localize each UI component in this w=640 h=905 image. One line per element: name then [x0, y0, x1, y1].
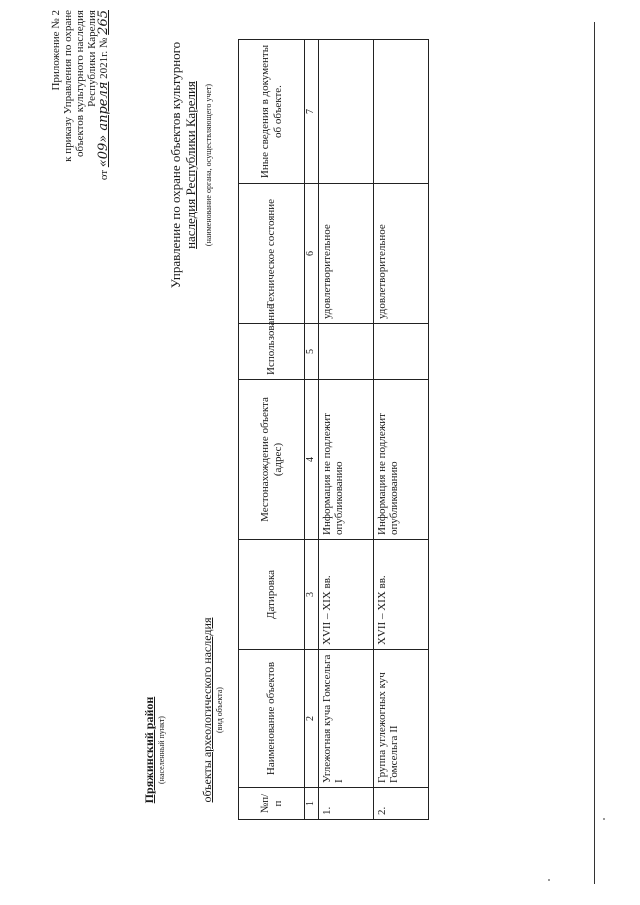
header-cell: Использование: [239, 324, 305, 380]
objects-table: [238, 39, 429, 820]
appendix-line: к приказу Управления по охране: [62, 10, 74, 162]
object-dating: XVII – XIX вв.: [319, 540, 374, 650]
header-cell: Датировка: [239, 540, 305, 650]
column-number: 1: [305, 788, 319, 820]
appendix-header: [50, 10, 110, 250]
object-other: [374, 40, 429, 184]
appendix-line: Приложение № 2: [50, 10, 62, 91]
district-block: [142, 680, 166, 820]
object-condition: удовлетворительное: [319, 184, 374, 324]
year-suffix: 2021г. №: [98, 37, 110, 79]
authority-name-line: Управление по охране объектов культурного: [168, 41, 183, 289]
appendix-date-line: [98, 10, 110, 250]
object-location: Информация не подлежит опубликованию: [374, 380, 429, 540]
handwritten-date: «09» апреля: [96, 81, 111, 168]
district-caption: (населенный пункт): [157, 716, 166, 784]
object-name: Углежогная куча Гомсельга I: [319, 650, 374, 788]
authority-caption: (наименование органа, осуществляющего учет): [204, 83, 213, 247]
appendix-line: Республики Карелия: [86, 10, 98, 107]
table-number-row: [305, 40, 319, 820]
object-name: Группа углежогных куч Гомсельга II: [374, 650, 429, 788]
appendix-line: объектов культурного наследия: [74, 10, 86, 157]
object-usage: [319, 324, 374, 380]
header-cell: Местонахождение объекта (адрес): [239, 380, 305, 540]
row-number: 2.: [374, 788, 429, 820]
column-number: 7: [305, 40, 319, 184]
authority-name-line: наследия Республики Карелия: [183, 81, 198, 249]
header-cell: Наименование объектов: [239, 650, 305, 788]
table-row: [374, 40, 429, 820]
column-number: 3: [305, 540, 319, 650]
object-usage: [374, 324, 429, 380]
handwritten-number: 265: [96, 10, 111, 35]
object-location: Информация не подлежит опубликованию: [319, 380, 374, 540]
column-number: 5: [305, 324, 319, 380]
district-name: Пряжинский район: [142, 696, 156, 804]
table-header-row: [239, 40, 305, 820]
object-dating: XVII – XIX вв.: [374, 540, 429, 650]
header-cell: №п/п: [239, 788, 305, 820]
row-number: 1.: [319, 788, 374, 820]
object-other: [319, 40, 374, 184]
column-number: 2: [305, 650, 319, 788]
column-number: 6: [305, 184, 319, 324]
column-number: 4: [305, 380, 319, 540]
object-type-caption: (вид объекта): [215, 687, 224, 733]
object-condition: удовлетворительное: [374, 184, 429, 324]
header-cell: Техническое состояние: [239, 184, 305, 324]
table-row: [319, 40, 374, 820]
object-type-name: объекты археологического наследия: [200, 617, 214, 803]
object-type-block: [200, 600, 224, 820]
authority-block: [168, 20, 216, 310]
header-cell: Иные сведения в документы об объекте.: [239, 40, 305, 184]
date-prefix: от: [98, 169, 110, 181]
